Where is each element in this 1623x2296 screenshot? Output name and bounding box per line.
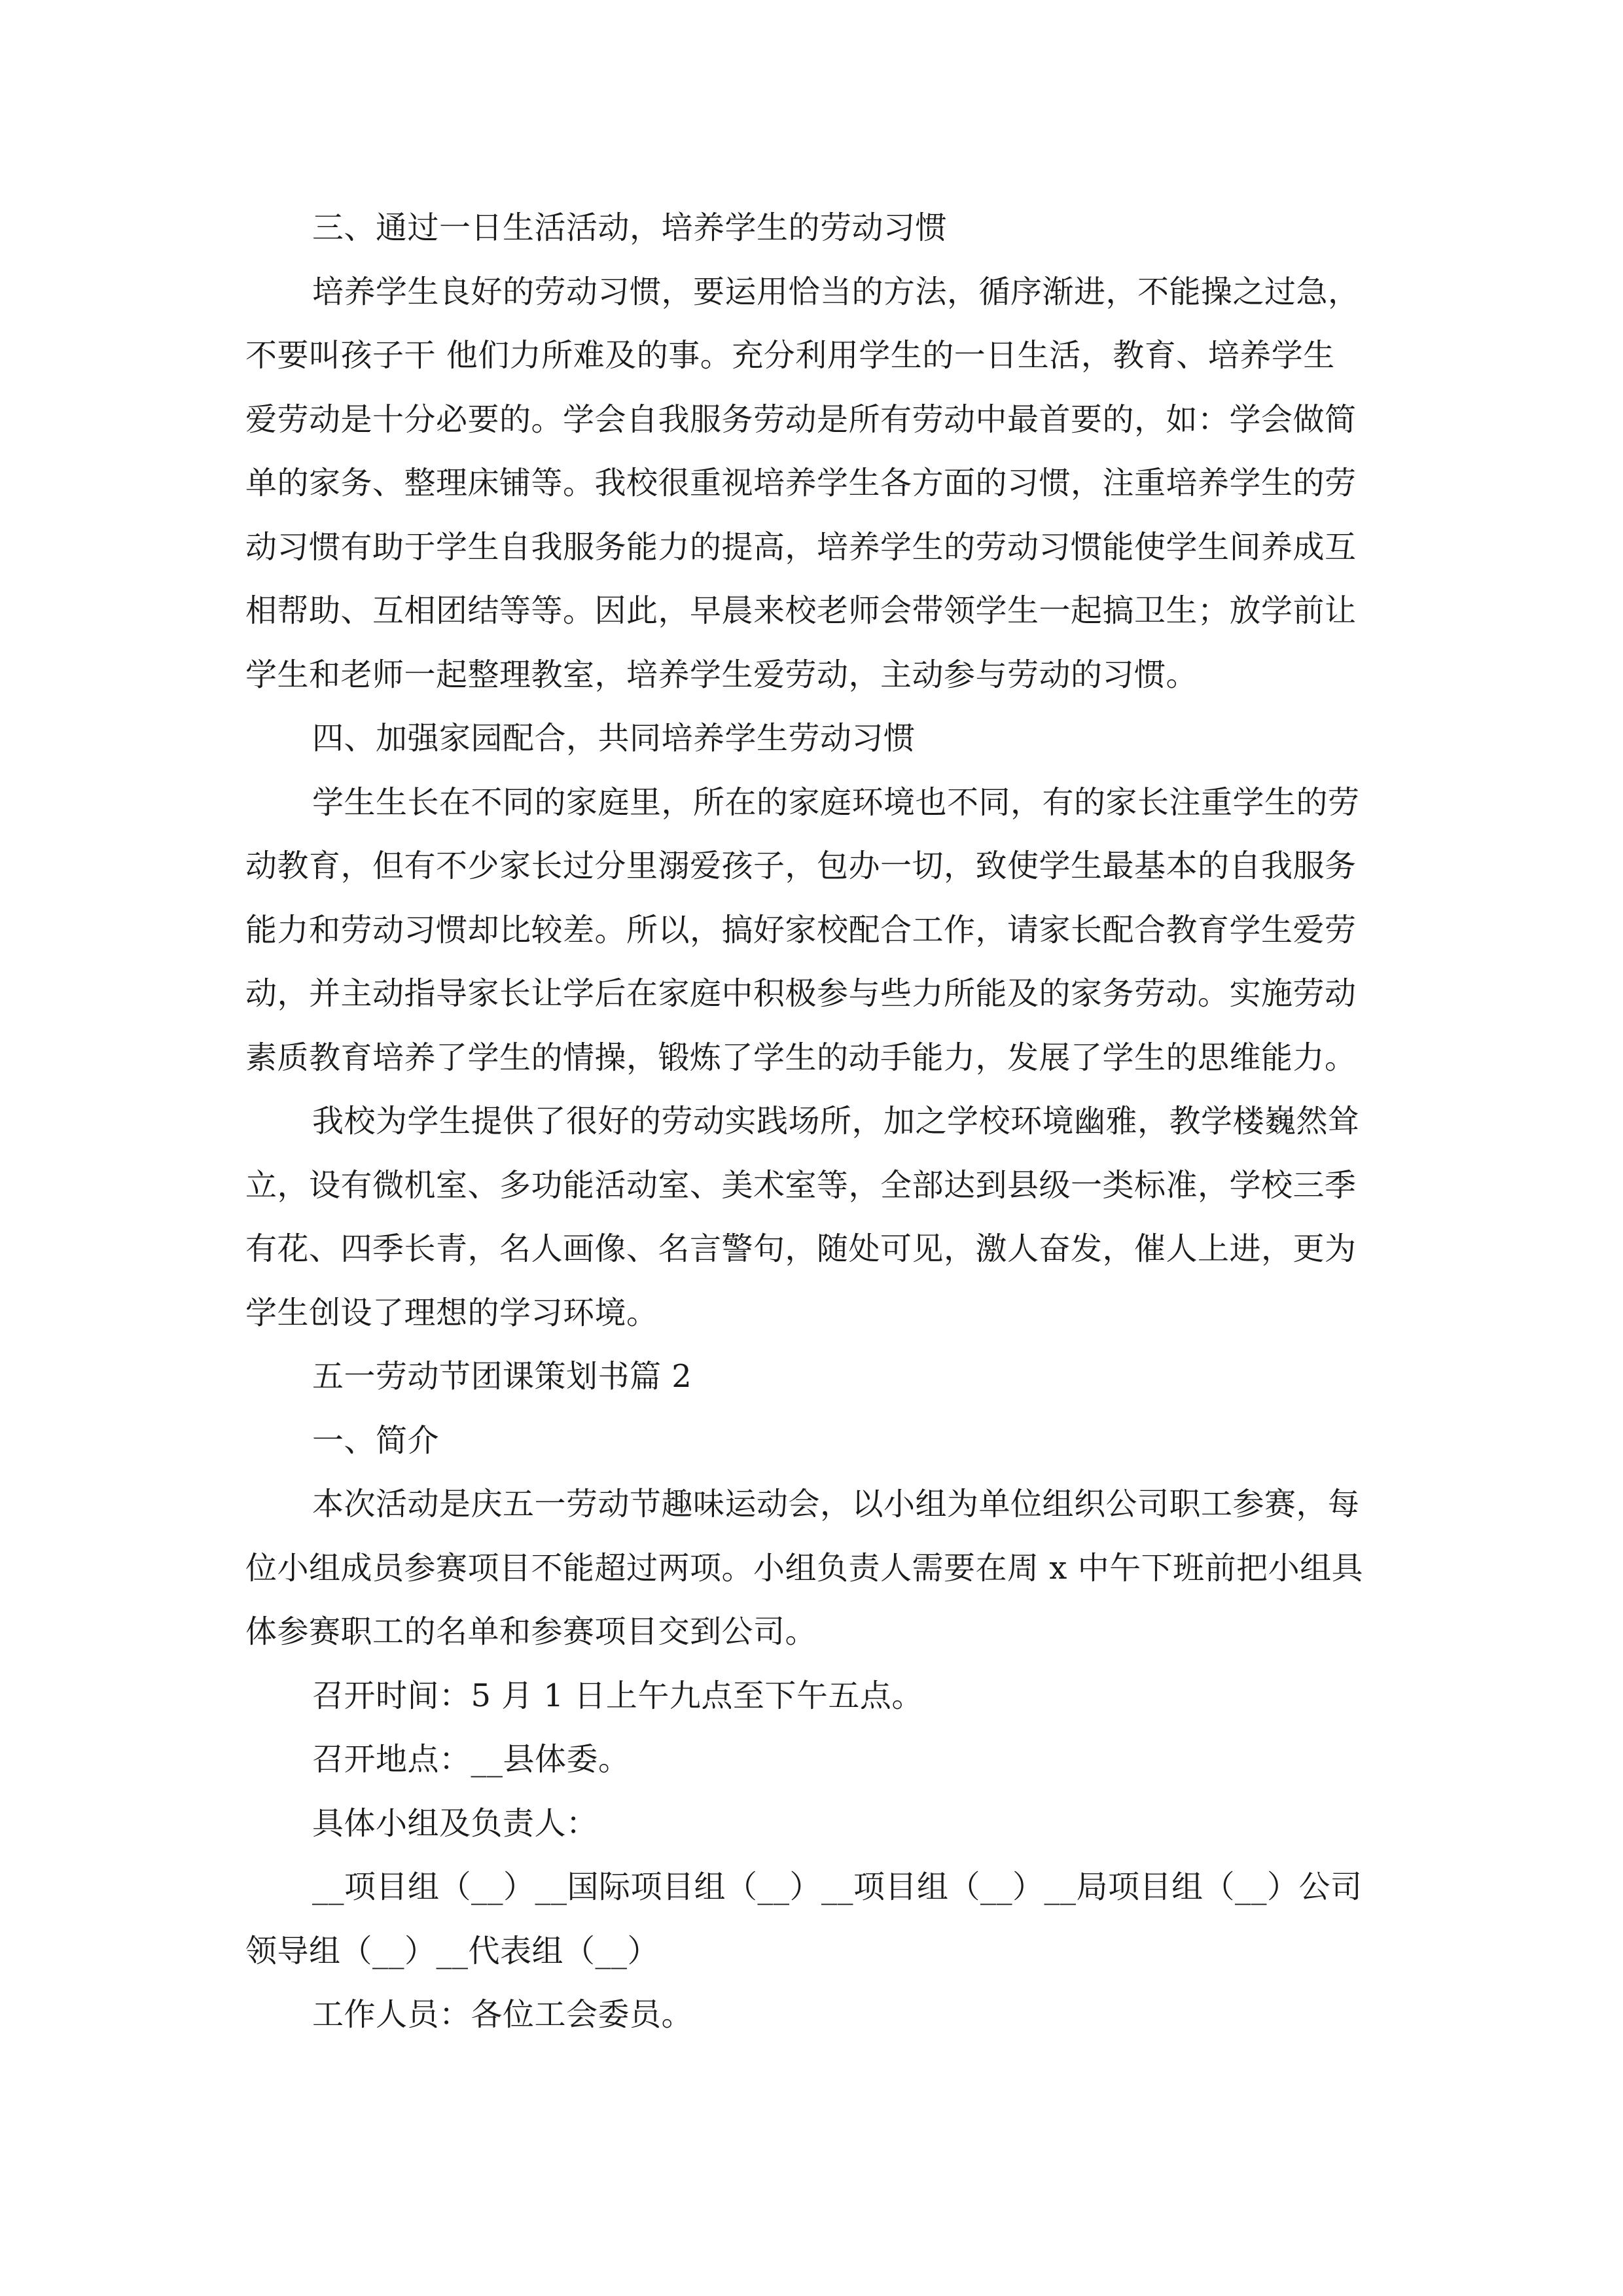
article-title: 五一劳动节团课策划书篇 2 — [312, 1358, 692, 1395]
groups-list: __项目组（__）__国际项目组（__）__项目组（__）__局项目组（__）公司 — [312, 1869, 1363, 1905]
paragraph-line: 动，并主动指导家长让学后在家庭中积极参与些力所能及的家务劳动。实施劳动 — [245, 975, 1357, 1012]
section-heading-3: 三、通过一日生活活动，培养学生的劳动习惯 — [312, 209, 948, 246]
paragraph-line: 不要叫孩子干 他们力所难及的事。充分利用学生的一日生活，教育、培养学生 — [245, 337, 1335, 374]
section-heading-4: 四、加强家园配合，共同培养学生劳动习惯 — [312, 720, 916, 757]
paragraph-line: 本次活动是庆五一劳动节趣味运动会，以小组为单位组织公司职工参赛，每 — [312, 1486, 1360, 1522]
paragraph-line: 学生创设了理想的学习环境。 — [245, 1294, 658, 1331]
paragraph-line: 相帮助、互相团结等等。因此，早晨来校老师会带领学生一起搞卫生；放学前让 — [245, 592, 1357, 629]
section-heading-1: 一、简介 — [312, 1422, 440, 1459]
paragraph-line: 我校为学生提供了很好的劳动实践场所，加之学校环境幽雅，教学楼巍然耸 — [312, 1103, 1360, 1139]
staff-line: 工作人员：各位工会委员。 — [312, 1996, 694, 2033]
paragraph-line: 培养学生良好的劳动习惯，要运用恰当的方法，循序渐进，不能操之过急， — [312, 273, 1360, 310]
paragraph-line: 单的家务、整理床铺等。我校很重视培养学生各方面的习惯，注重培养学生的劳 — [245, 465, 1357, 501]
paragraph-line: 素质教育培养了学生的情操，锻炼了学生的动手能力，发展了学生的思维能力。 — [245, 1039, 1357, 1076]
event-time: 召开时间：5 月 1 日上午九点至下午五点。 — [312, 1677, 923, 1714]
paragraph-line: 位小组成员参赛项目不能超过两项。小组负责人需要在周 x 中午下班前把小组具 — [245, 1549, 1364, 1587]
groups-list: 领导组（__）__代表组（__） — [245, 1932, 660, 1969]
paragraph-line: 爱劳动是十分必要的。学会自我服务劳动是所有劳动中最首要的，如：学会做简 — [245, 401, 1357, 438]
paragraph-line: 立，设有微机室、多功能活动室、美术室等，全部达到县级一类标准，学校三季 — [245, 1166, 1357, 1204]
paragraph-line: 动教育，但有不少家长过分里溺爱孩子，包办一切，致使学生最基本的自我服务 — [245, 848, 1357, 884]
paragraph-line: 学生和老师一起整理教室，培养学生爱劳动，主动参与劳动的习惯。 — [245, 656, 1198, 693]
event-location: 召开地点：__县体委。 — [312, 1741, 630, 1778]
paragraph-line: 体参赛职工的名单和参赛项目交到公司。 — [245, 1613, 817, 1650]
paragraph-line: 动习惯有助于学生自我服务能力的提高，培养学生的劳动习惯能使学生间养成互 — [245, 528, 1357, 565]
groups-heading: 具体小组及负责人： — [312, 1804, 598, 1842]
paragraph-line: 能力和劳动习惯却比较差。所以，搞好家校配合工作，请家长配合教育学生爱劳 — [245, 911, 1357, 948]
document-page — [245, 196, 1384, 2047]
paragraph-line: 有花、四季长青，名人画像、名言警句，随处可见，激人奋发，催人上进，更为 — [245, 1230, 1357, 1267]
paragraph-line: 学生生长在不同的家庭里，所在的家庭环境也不同，有的家长注重学生的劳 — [312, 783, 1360, 821]
